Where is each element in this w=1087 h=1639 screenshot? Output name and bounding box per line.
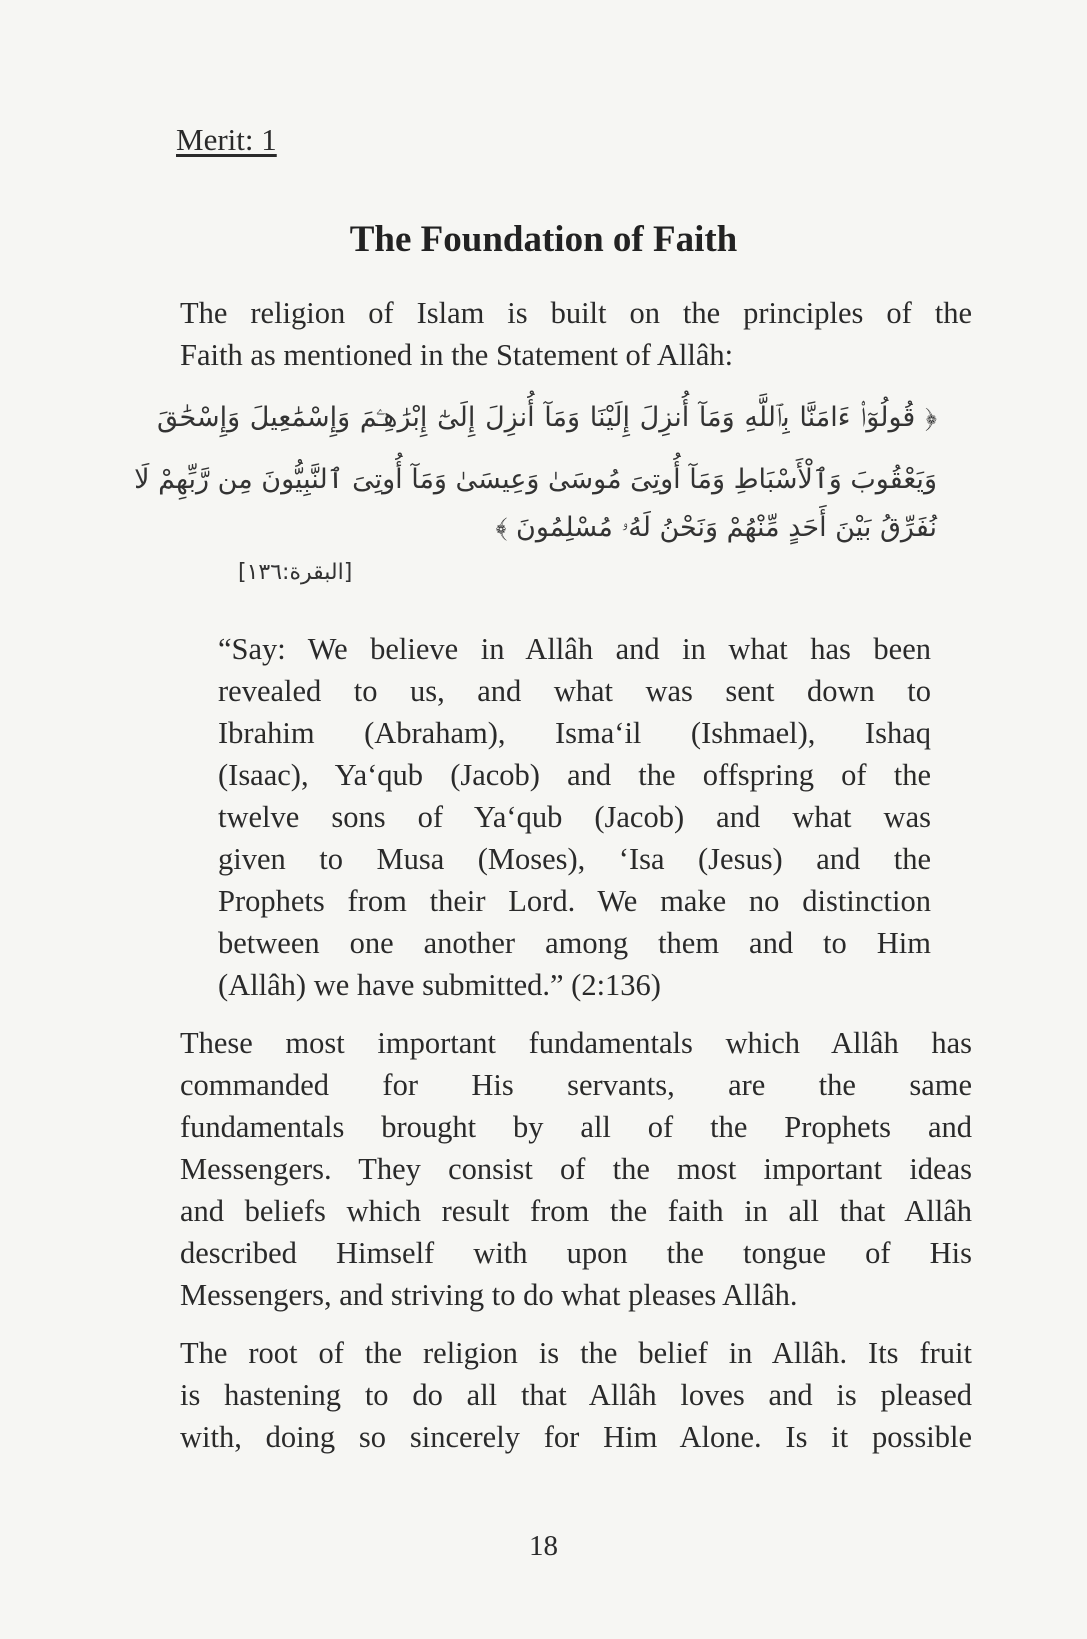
verse-reference: [البقرة:١٣٦] <box>238 560 353 585</box>
body-paragraph <box>180 1022 972 1316</box>
text-line: Ibrahim (Abraham), Isma‘il (Ishmael), Ishaq <box>218 716 931 750</box>
body-paragraph <box>180 1332 972 1458</box>
text-line: Prophets from their Lord. We make no distinction <box>218 884 931 918</box>
chapter-title: The Foundation of Faith <box>349 219 738 260</box>
text-line: is hastening to do all that Allâh loves and is pleased <box>180 1378 972 1412</box>
text-line: (Allâh) we have submitted.” (2:136) <box>218 968 661 1002</box>
text-line: revealed to us, and what was sent down to <box>218 674 931 708</box>
text-line: given to Musa (Moses), ‘Isa (Jesus) and the <box>218 842 931 876</box>
text-line: Faith as mentioned in the Statement of Allâh: <box>180 338 734 372</box>
verse-translation <box>218 628 931 1006</box>
arabic-verse-line: نُفَرِّقُ بَيْنَ أَحَدٍ مِّنْهُمْ وَنَحْنُ لَهُۥ مُسْلِمُونَ ﴾ <box>495 512 937 543</box>
text-line: twelve sons of Ya‘qub (Jacob) and what was <box>218 800 931 834</box>
text-line: with, doing so sincerely for Him Alone. Is it possible <box>180 1420 972 1454</box>
text-line: Messengers. They consist of the most important ideas <box>180 1152 972 1186</box>
text-line: fundamentals brought by all of the Prophets and <box>180 1110 972 1144</box>
text-line: commanded for His servants, are the same <box>180 1068 972 1102</box>
text-line: described Himself with upon the tongue of His <box>180 1236 972 1270</box>
text-line: between one another among them and to Him <box>218 926 931 960</box>
arabic-verse-line: وَيَعْقُوبَ وَٱلْأَسْبَاطِ وَمَآ أُوتِىَ مُوسَىٰ وَعِيسَىٰ وَمَآ أُوتِىَ ٱلنَّبِيُّونَ مِن رَّبِّهِمْ لَا <box>134 464 937 495</box>
intro-paragraph <box>180 292 972 376</box>
page-number: 18 <box>529 1530 558 1562</box>
text-line: Messengers, and striving to do what pleases Allâh. <box>180 1278 798 1312</box>
text-line: The religion of Islam is built on the principles of the <box>180 296 972 330</box>
text-line: These most important fundamentals which Allâh has <box>180 1026 972 1060</box>
text-line: “Say: We believe in Allâh and in what has been <box>218 632 931 666</box>
arabic-verse-line: ﴿ قُولُوٓا۟ ءَامَنَّا بِٱللَّهِ وَمَآ أُنزِلَ إِلَيْنَا وَمَآ أُنزِلَ إِلَىٰٓ إِبْرَٰهِـۧمَ وَإِسْمَٰعِيلَ وَإِسْحَٰقَ <box>157 402 937 433</box>
text-line: (Isaac), Ya‘qub (Jacob) and the offspring of the <box>218 758 931 792</box>
text-line: The root of the religion is the belief in Allâh. Its fruit <box>180 1336 972 1370</box>
merit-heading: Merit: 1 <box>176 122 277 157</box>
text-line: and beliefs which result from the faith in all that Allâh <box>180 1194 972 1228</box>
